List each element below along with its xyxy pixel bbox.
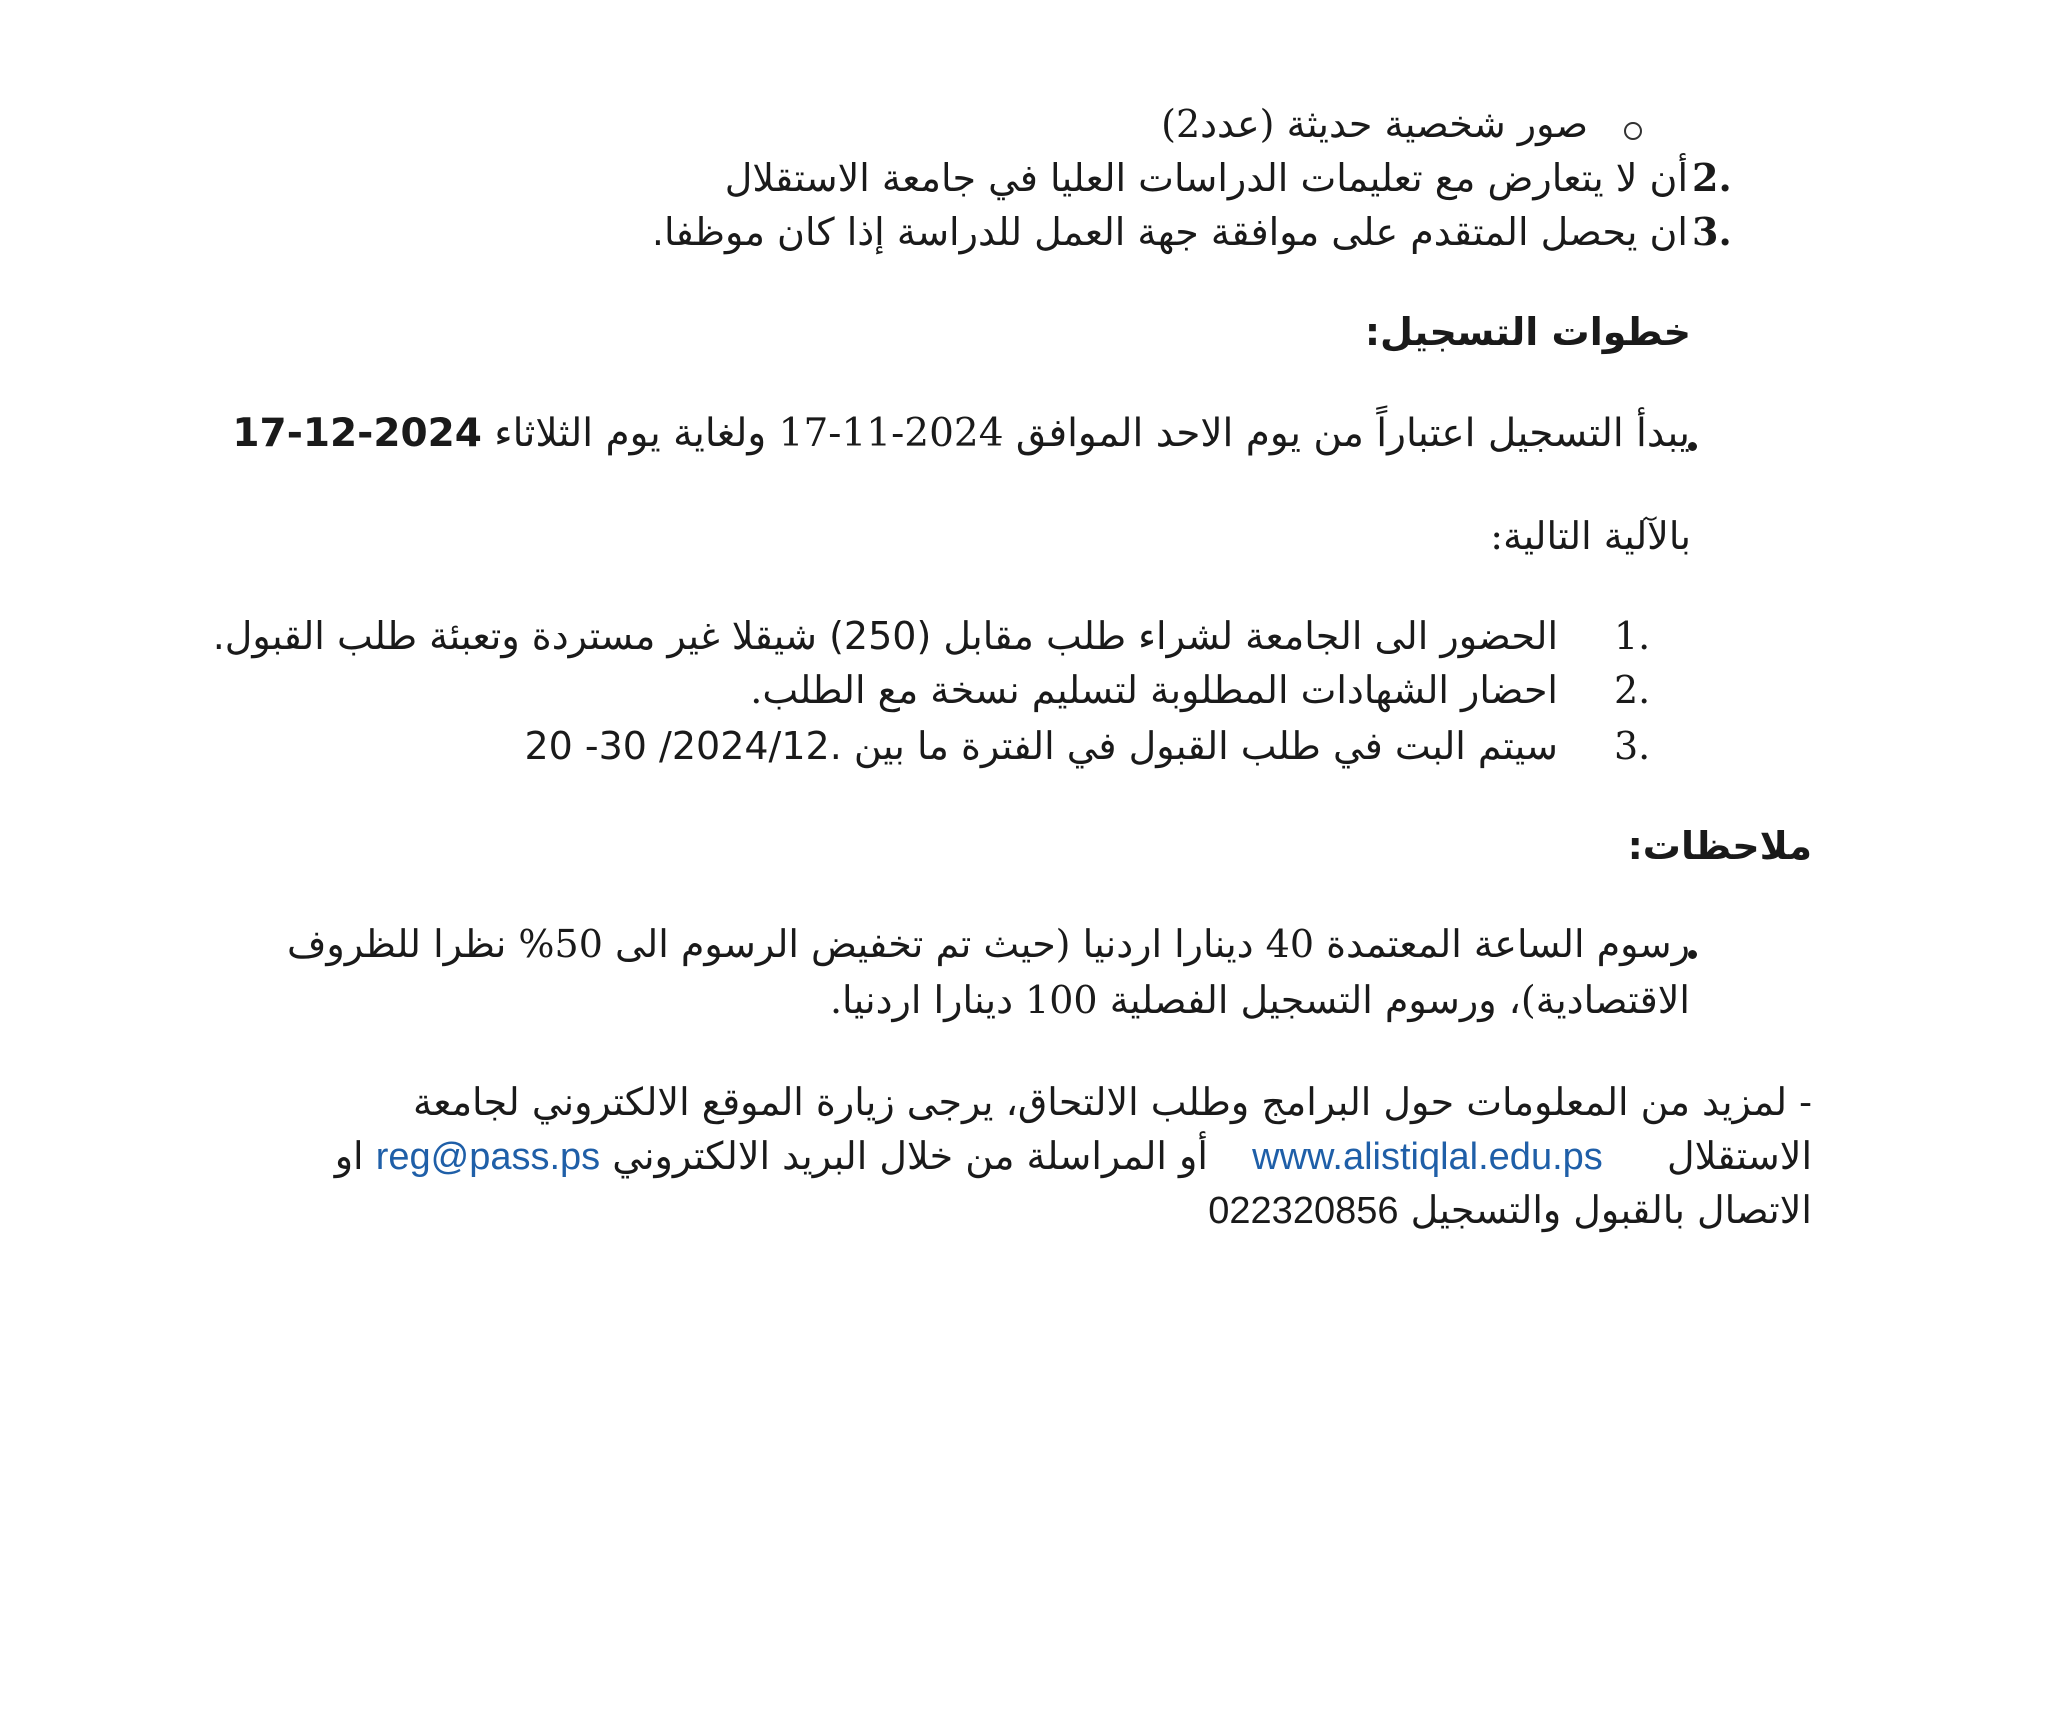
requirement-number-2: 2. — [1692, 155, 1732, 200]
contact-line-2-middle: أو المراسلة من خلال البريد الالكتروني — [612, 1134, 1208, 1178]
step-3-period: 20 -30 /2024/12. — [524, 724, 842, 768]
registration-text-middle: ولغاية يوم الثلاثاء — [494, 411, 767, 456]
registration-end-date: 17-12-2024 — [232, 411, 482, 456]
circle-bullet-icon — [1624, 122, 1642, 140]
contact-line-2-start: الاستقلال — [1666, 1134, 1812, 1178]
requirement-item-3: ان يحصل المتقدم على موافقة جهة العمل للدراسة إذا كان موظفا. — [651, 210, 1688, 254]
notes-heading: ملاحظات: — [1627, 824, 1812, 868]
step-1-text-a: الحضور الى الجامعة لشراء طلب مقابل — [943, 614, 1558, 658]
mechanism-label: بالآلية التالية: — [1490, 514, 1691, 558]
registration-steps-heading: خطوات التسجيل: — [1364, 310, 1691, 354]
website-link[interactable]: www.alistiqlal.edu.ps — [1252, 1136, 1603, 1178]
fee-note-line-1: رسوم الساعة المعتمدة 40 دينارا اردنيا (حيث تم تخفيض الرسوم الى 50% نظرا للظروف — [286, 922, 1690, 966]
fee-note-line-2: الاقتصادية)، ورسوم التسجيل الفصلية 100 دينارا اردنيا. — [829, 978, 1690, 1022]
phone-number: 022320856 — [1208, 1190, 1399, 1232]
step-item-2: احضار الشهادات المطلوبة لتسليم نسخة مع الطلب. — [750, 668, 1558, 712]
step-3-text-a: سيتم البت في طلب القبول في الفترة ما بين — [853, 724, 1558, 768]
registration-period — [232, 410, 1690, 458]
contact-line-2-end: او — [334, 1134, 364, 1178]
step-1-amount: (250) — [829, 614, 932, 658]
step-item-1 — [213, 612, 1558, 660]
contact-line-3-text: الاتصال بالقبول والتسجيل — [1410, 1188, 1812, 1232]
requirement-item-2: أن لا يتعارض مع تعليمات الدراسات العليا في جامعة الاستقلال — [724, 156, 1688, 200]
contact-line-3 — [1208, 1186, 1812, 1235]
step-number-3: 3. — [1614, 724, 1651, 768]
step-1-text-b: شيقلا غير مستردة وتعبئة طلب القبول. — [212, 614, 817, 658]
requirement-number-3: 3. — [1692, 209, 1732, 254]
step-number-2: 2. — [1614, 668, 1651, 712]
registration-text-start: يبدأ التسجيل اعتباراً من يوم الاحد الموافق — [1015, 411, 1690, 456]
contact-line-2 — [335, 1132, 1812, 1181]
step-number-1: 1. — [1614, 614, 1651, 658]
email-link[interactable]: reg@pass.ps — [375, 1136, 601, 1178]
photos-item: صور شخصية حديثة (عدد2) — [1161, 102, 1588, 146]
registration-start-date: 17-11-2024 — [778, 411, 1004, 456]
step-item-3 — [524, 722, 1558, 770]
contact-line-1: - لمزيد من المعلومات حول البرامج وطلب الالتحاق، يرجى زيارة الموقع الالكتروني لجامعة — [413, 1080, 1812, 1124]
